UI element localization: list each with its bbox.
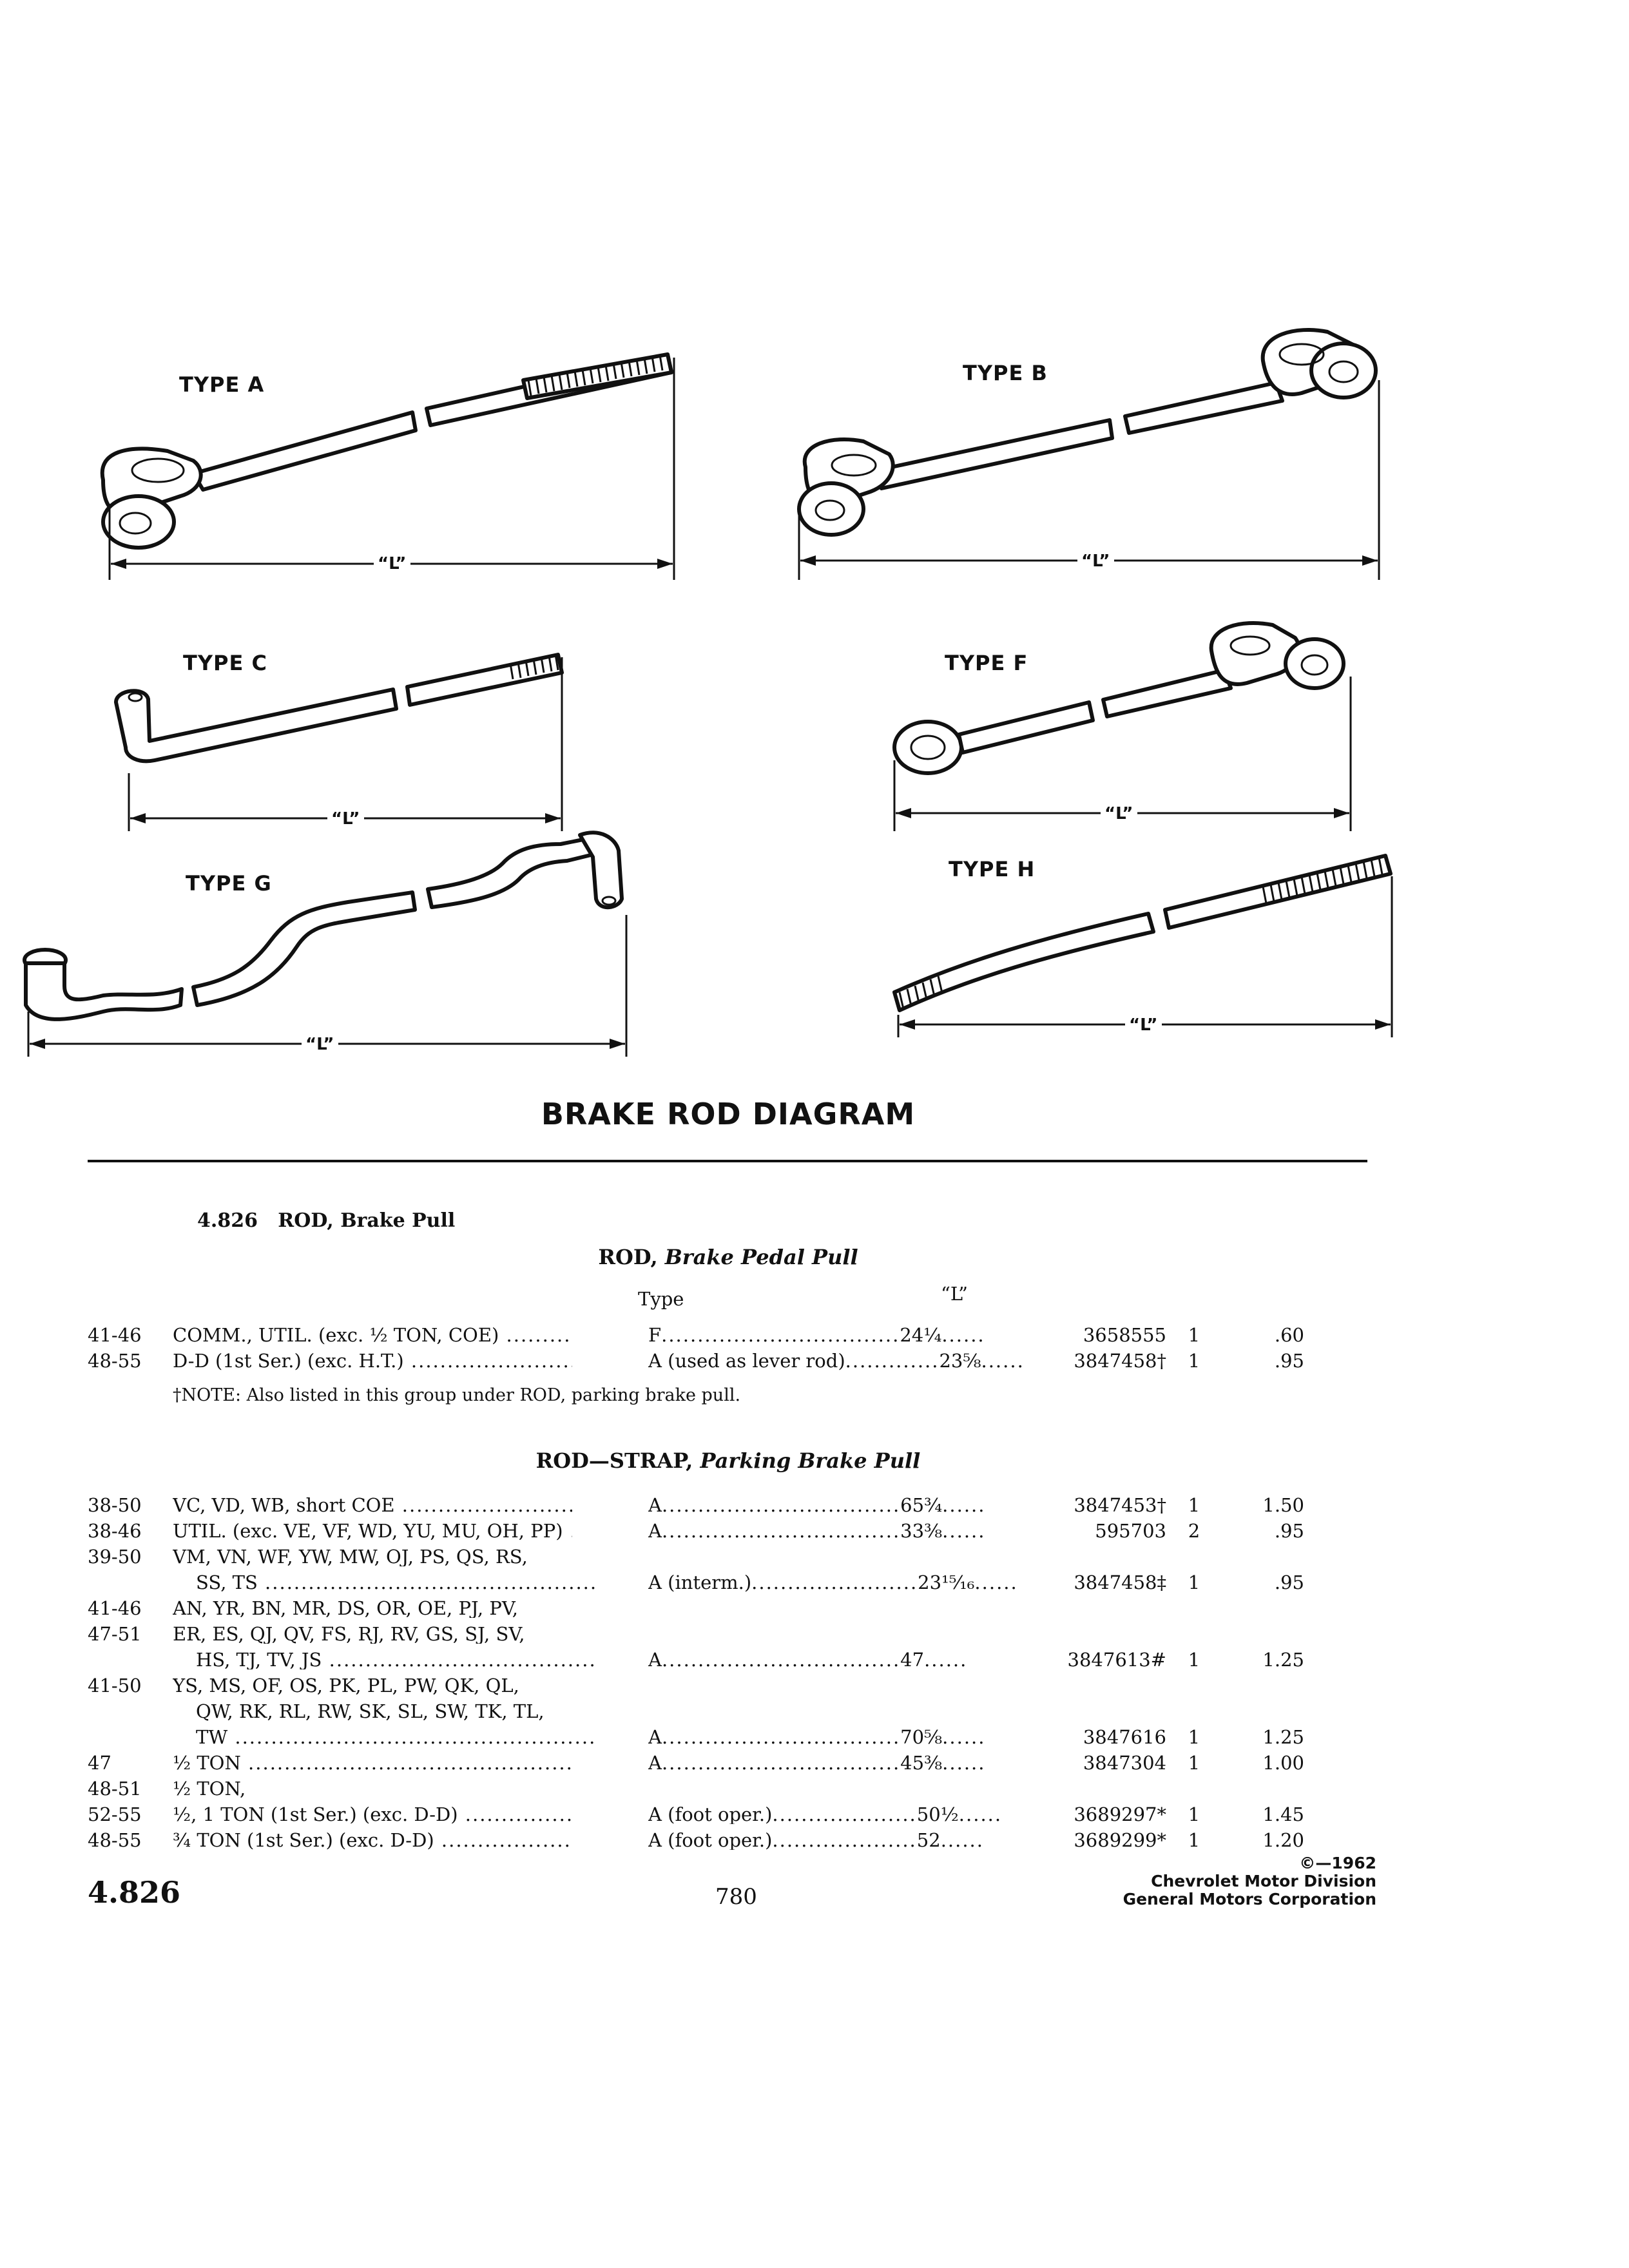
table-row-values: [0, 1651, 1629, 1677]
row-length: 45⅜: [900, 1754, 943, 1773]
leader-dots: .............: [845, 1352, 940, 1370]
type-c-label: TYPE C: [183, 651, 267, 675]
leader-dots: ......: [974, 1573, 1018, 1592]
row-length: 33⅜: [900, 1522, 943, 1541]
leader-dots: ......: [940, 1831, 984, 1850]
dim-label-a: “L”: [374, 554, 410, 573]
row-type: A: [648, 1651, 662, 1669]
table-row-values: [0, 1728, 1629, 1754]
row-type: A (foot oper.): [648, 1831, 773, 1850]
table-row-values: [0, 1522, 1629, 1548]
row-quantity: 1: [1188, 1803, 1200, 1825]
row-models: ½ TON,: [173, 1780, 246, 1798]
row-type-length: [648, 1573, 1048, 1592]
type-a-label: TYPE A: [179, 372, 265, 397]
section1-note: †NOTE: Also listed in this group under ROD, parking brake pull.: [173, 1385, 741, 1405]
row-price: 1.50: [1262, 1494, 1304, 1516]
type-f-label: TYPE F: [945, 651, 1028, 675]
row-years: 38-50: [88, 1494, 142, 1516]
row-price: .60: [1274, 1324, 1304, 1346]
row-type-length: [648, 1522, 1048, 1541]
row-quantity: 1: [1188, 1571, 1200, 1593]
row-length: 50½: [916, 1805, 959, 1824]
row-part-number: 3847616: [1083, 1726, 1166, 1748]
row-models-continued: QW, RK, RL, RW, SK, SL, SW, TK, TL,: [196, 1702, 545, 1721]
dim-label-h: “L”: [1125, 1015, 1162, 1035]
row-length: 24¼: [900, 1326, 942, 1345]
row-type-length: [648, 1805, 1048, 1824]
row-years: 48-55: [88, 1829, 142, 1851]
row-models: ½ TON .....: [173, 1754, 572, 1773]
group-title: ROD, Brake Pull: [278, 1209, 456, 1232]
diagram-title: BRAKE ROD DIAGRAM: [541, 1097, 916, 1131]
table-row-values: [0, 1496, 1629, 1522]
table-row: [0, 1548, 1629, 1573]
row-part-number: 3847453†: [1074, 1494, 1166, 1516]
row-part-number: 3658555: [1083, 1324, 1166, 1346]
leader-dots: ......: [941, 1326, 985, 1345]
row-models: VM, VN, WF, YW, MW, OJ, PS, QS, RS,: [173, 1548, 528, 1566]
row-part-number: 3847458‡: [1074, 1571, 1166, 1593]
row-models: VC, VD, WB, short COE .....: [173, 1496, 572, 1515]
rod-type-g-drawing: [24, 832, 626, 1057]
publisher-line-1: Chevrolet Motor Division: [1151, 1872, 1376, 1890]
row-length: 47: [900, 1651, 925, 1669]
leader-dots: ......: [942, 1754, 986, 1773]
row-models: ½, 1 TON (1st Ser.) (exc. D-D) .....: [173, 1805, 572, 1824]
row-length: 23¹⁵⁄₁₆: [918, 1573, 975, 1592]
row-price: 1.25: [1262, 1726, 1304, 1748]
type-g-label: TYPE G: [186, 871, 272, 896]
row-years: 47-51: [88, 1623, 142, 1645]
row-type: A (foot oper.): [648, 1805, 773, 1824]
row-type: F: [648, 1326, 662, 1345]
row-years: 48-51: [88, 1778, 142, 1800]
leader-dots: .................................: [661, 1326, 900, 1345]
rod-type-h-drawing: [894, 856, 1392, 1037]
leader-dots: .................................: [661, 1651, 901, 1669]
row-models: ER, ES, QJ, QV, FS, RJ, RV, GS, SJ, SV,: [173, 1625, 525, 1644]
row-part-number: 3689297*: [1074, 1803, 1166, 1825]
row-length: 70⅝: [900, 1728, 943, 1747]
row-length: 23⅝: [939, 1352, 981, 1370]
row-quantity: 1: [1188, 1350, 1200, 1372]
page-number: 780: [715, 1884, 757, 1910]
row-type-length: [648, 1754, 1048, 1773]
row-price: .95: [1274, 1350, 1304, 1372]
table-row-values: [0, 1754, 1629, 1780]
row-part-number: 3847458†: [1074, 1350, 1166, 1372]
title-divider: [88, 1160, 1367, 1162]
table-row-continuation: [0, 1702, 1629, 1728]
row-price: .95: [1274, 1571, 1304, 1593]
row-models-continued: HS, TJ, TV, JS .....: [173, 1651, 595, 1669]
column-header-l: “L”: [941, 1283, 968, 1305]
row-part-number: 3847613#: [1067, 1649, 1166, 1671]
section1-title: ROD, Brake Pedal Pull: [598, 1245, 858, 1269]
column-header-type: Type: [638, 1288, 684, 1310]
group-number: 4.826: [197, 1209, 258, 1232]
row-years: 39-50: [88, 1546, 142, 1568]
row-type: A: [648, 1754, 662, 1773]
row-type-length: [648, 1831, 1048, 1850]
row-type: A (interm.): [648, 1573, 752, 1592]
row-quantity: 1: [1188, 1752, 1200, 1774]
leader-dots: ....................: [772, 1805, 917, 1824]
row-length: 65¾: [900, 1496, 943, 1515]
row-quantity: 1: [1188, 1324, 1200, 1346]
leader-dots: .................................: [661, 1754, 901, 1773]
table-row-values: [0, 1352, 1629, 1378]
row-length: 52: [916, 1831, 941, 1850]
row-models-continued: SS, TS .....: [173, 1573, 595, 1592]
type-h-label: TYPE H: [949, 857, 1036, 881]
table-row: [0, 1625, 1629, 1651]
copyright-line: ©—1962: [1299, 1854, 1376, 1872]
row-models-continued: TW .....: [173, 1728, 595, 1747]
leader-dots: .................................: [661, 1728, 901, 1747]
footer-group-code: 4.826: [88, 1875, 181, 1910]
row-years: 38-46: [88, 1520, 142, 1542]
row-price: .95: [1274, 1520, 1304, 1542]
row-years: 52-55: [88, 1803, 142, 1825]
row-type: A: [648, 1522, 662, 1541]
row-years: 41-46: [88, 1324, 142, 1346]
row-type: A: [648, 1728, 662, 1747]
row-price: 1.00: [1262, 1752, 1304, 1774]
row-type-length: [648, 1352, 1048, 1370]
row-quantity: 1: [1188, 1494, 1200, 1516]
row-years: 41-46: [88, 1597, 142, 1619]
row-quantity: 2: [1188, 1520, 1200, 1542]
leader-dots: ......: [942, 1728, 986, 1747]
leader-dots: .................................: [661, 1496, 901, 1515]
row-models: COMM., UTIL. (exc. ½ TON, COE) .....: [173, 1326, 572, 1345]
dim-label-b: “L”: [1077, 552, 1114, 571]
table-row-values: [0, 1831, 1629, 1857]
row-part-number: 3847304: [1083, 1752, 1166, 1774]
row-quantity: 1: [1188, 1726, 1200, 1748]
leader-dots: ......: [981, 1352, 1025, 1370]
brake-rod-drawings: [0, 0, 1629, 1095]
row-type: A: [648, 1496, 662, 1515]
row-part-number: 3689299*: [1074, 1829, 1166, 1851]
leader-dots: ......: [924, 1651, 968, 1669]
leader-dots: ....................: [772, 1831, 917, 1850]
table-row-values: [0, 1805, 1629, 1831]
row-type-length: [648, 1728, 1048, 1747]
row-price: 1.20: [1262, 1829, 1304, 1851]
dim-label-f: “L”: [1101, 804, 1137, 823]
row-type-length: [648, 1651, 1048, 1669]
type-b-label: TYPE B: [963, 361, 1048, 385]
row-quantity: 1: [1188, 1649, 1200, 1671]
leader-dots: ......: [942, 1496, 986, 1515]
leader-dots: .......................: [751, 1573, 918, 1592]
dim-label-g: “L”: [302, 1035, 338, 1054]
copyright-block: [1123, 1854, 1376, 1908]
group-heading: [197, 1211, 455, 1231]
leader-dots: ......: [942, 1522, 986, 1541]
table-row: [0, 1780, 1629, 1805]
row-models: ¾ TON (1st Ser.) (exc. D-D) .....: [173, 1831, 572, 1850]
row-quantity: 1: [1188, 1829, 1200, 1851]
row-type: A (used as lever rod): [648, 1352, 845, 1370]
row-price: 1.45: [1262, 1803, 1304, 1825]
row-years: 48-55: [88, 1350, 142, 1372]
leader-dots: .................................: [661, 1522, 901, 1541]
row-models: D-D (1st Ser.) (exc. H.T.) .....: [173, 1352, 572, 1370]
rod-type-a-drawing: [102, 354, 674, 580]
publisher-line-2: General Motors Corporation: [1123, 1890, 1376, 1908]
section2-title: ROD—STRAP, Parking Brake Pull: [535, 1448, 921, 1473]
rod-type-c-drawing: [116, 655, 562, 831]
table-row: [0, 1677, 1629, 1702]
row-part-number: 595703: [1095, 1520, 1166, 1542]
row-type-length: [648, 1326, 1048, 1345]
table-row-values: [0, 1573, 1629, 1599]
leader-dots: ......: [958, 1805, 1003, 1824]
row-models: YS, MS, OF, OS, PK, PL, PW, QK, QL,: [173, 1677, 519, 1695]
rod-type-f-drawing: [894, 623, 1351, 831]
row-years: 41-50: [88, 1675, 142, 1696]
dim-label-c: “L”: [327, 809, 364, 829]
rod-type-b-drawing: [799, 330, 1379, 580]
row-type-length: [648, 1496, 1048, 1515]
row-years: 47: [88, 1752, 111, 1774]
row-models: AN, YR, BN, MR, DS, OR, OE, PJ, PV,: [173, 1599, 518, 1618]
row-price: 1.25: [1262, 1649, 1304, 1671]
row-models: UTIL. (exc. VE, VF, WD, YU, MU, OH, PP) .....: [173, 1522, 572, 1541]
table-row-values: [0, 1326, 1629, 1352]
table-row: [0, 1599, 1629, 1625]
